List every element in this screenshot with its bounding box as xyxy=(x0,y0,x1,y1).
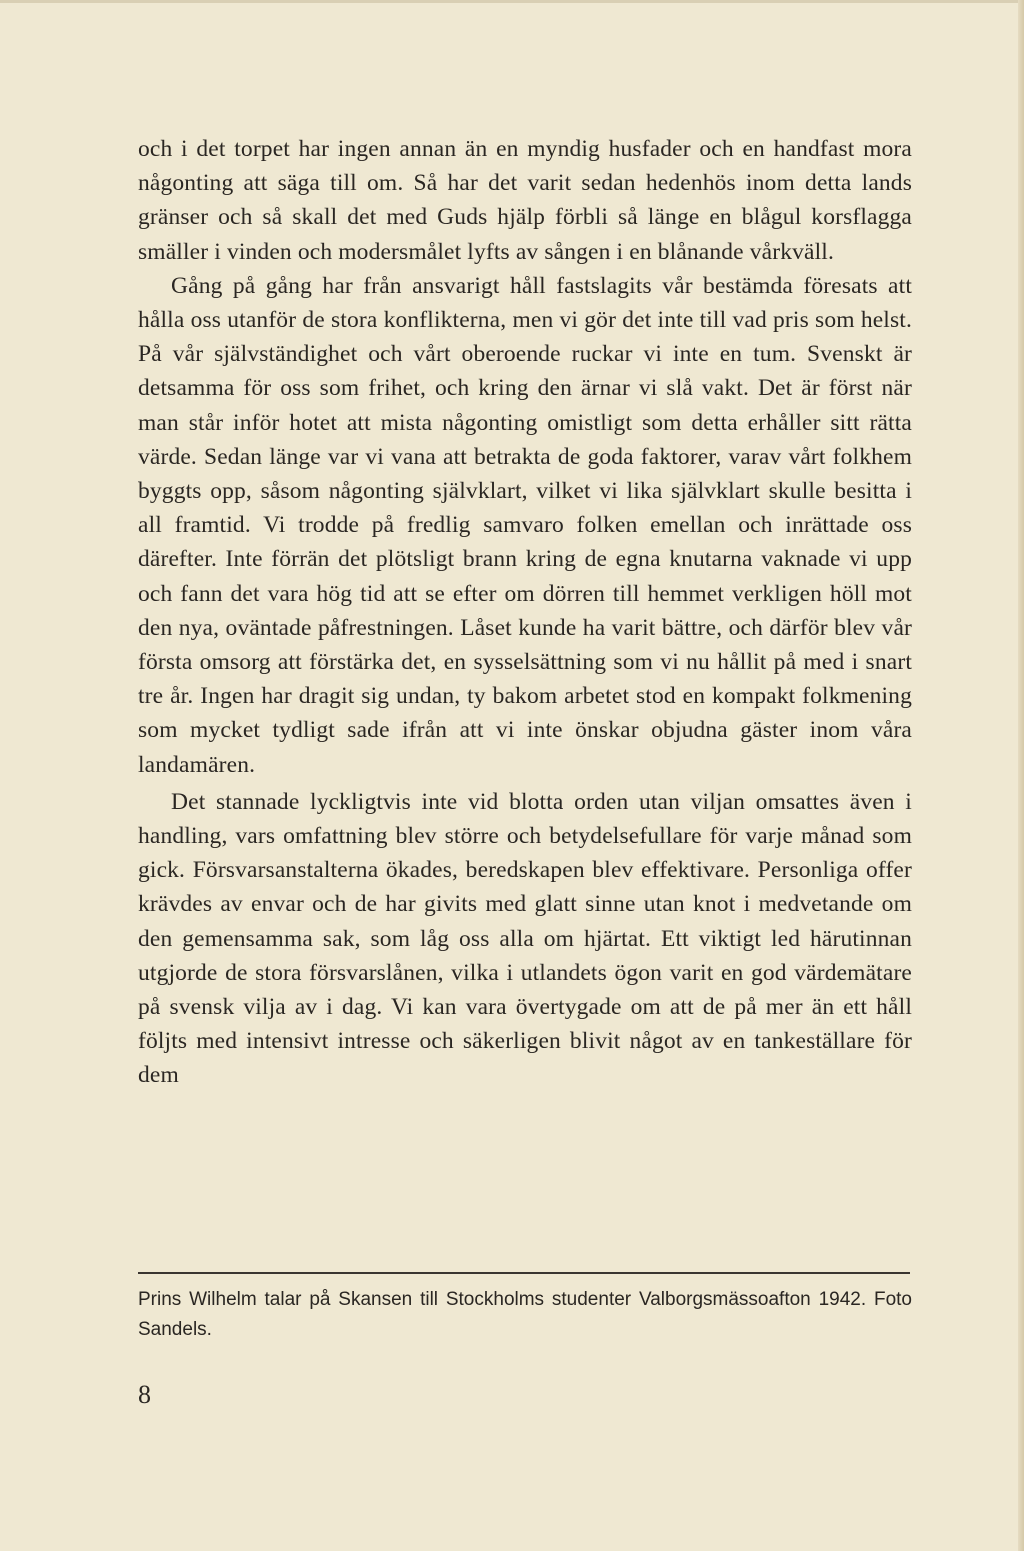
paragraph: Gång på gång har från ansvarigt håll fastslagits vår bestämda föresats att hålla oss utanför de stora konflikterna, men vi gör det inte till vad pris som helst. På vår självständighet och vårt oberoende ruckar vi inte en tum. Svenskt är detsamma för oss som frihet, och kring den ärnar vi slå vakt. Det är först när man står inför hotet att mista någonting omistligt som detta erhåller sitt rätta värde. Sedan länge var vi vana att betrakta de goda faktorer, varav vårt folkhem byggts opp, såsom någonting självklart, vilket vi lika självklart skulle besitta i all framtid. Vi trodde på fredlig samvaro folken emellan och inrättade oss därefter. Inte förrän det plötsligt brann kring de egna knutarna vaknade vi upp och fann det vara hög tid att se efter om dörren till hemmet verkligen höll mot den nya, oväntade påfrestningen. Låset kunde ha varit bättre, och därför blev vår första omsorg att förstärka det, en sysselsättning som vi nu hållit på med i snart tre år. Ingen har dragit sig undan, ty bakom arbetet stod en kompakt folkmening som mycket tydligt sade ifrån att vi inte önskar objudna gäster inom våra landamären. xyxy=(138,272,912,778)
page-top-edge xyxy=(0,0,1024,3)
caption-divider xyxy=(138,1272,910,1274)
page-right-edge xyxy=(1018,0,1024,1551)
paragraph: Det stannade lyckligtvis inte vid blotta orden utan viljan omsattes även i handling, vars omfattning blev större och betydelsefullare för varje månad som gick. Försvarsanstalterna ökades, beredskapen blev effektivare. Personliga offer krävdes av envar och de har givits med glatt sinne utan knot i medvetande om den gemensamma sak, som låg oss alla om hjärtat. Ett viktigt led härutinnan utgjorde de stora försvarslånen, vilka i utlandets ögon varit en god värdemätare på svensk vilja av i dag. Vi kan vara övertygade om att de på mer än ett håll följts med intensivt intresse och säkerligen blivit något av en tankeställare för dem xyxy=(138,788,912,1089)
paragraph-continuation: och i det torpet har ingen annan än en myndig husfader och en handfast mora någonting att säga till om. Så har det varit sedan hedenhös inom detta lands gränser och så skall det med Guds hjälp förbli så länge en blågul korsflagga smäller i vinden och modersmålet lyfts av sången i en blånande vårkväll. xyxy=(138,136,912,265)
photo-caption: Prins Wilhelm talar på Skansen till Stockholms studenter Valborgsmässoafton 1942. Foto Sandels. xyxy=(138,1289,912,1340)
page-number: 8 xyxy=(138,1380,151,1409)
body-text xyxy=(138,132,912,1093)
